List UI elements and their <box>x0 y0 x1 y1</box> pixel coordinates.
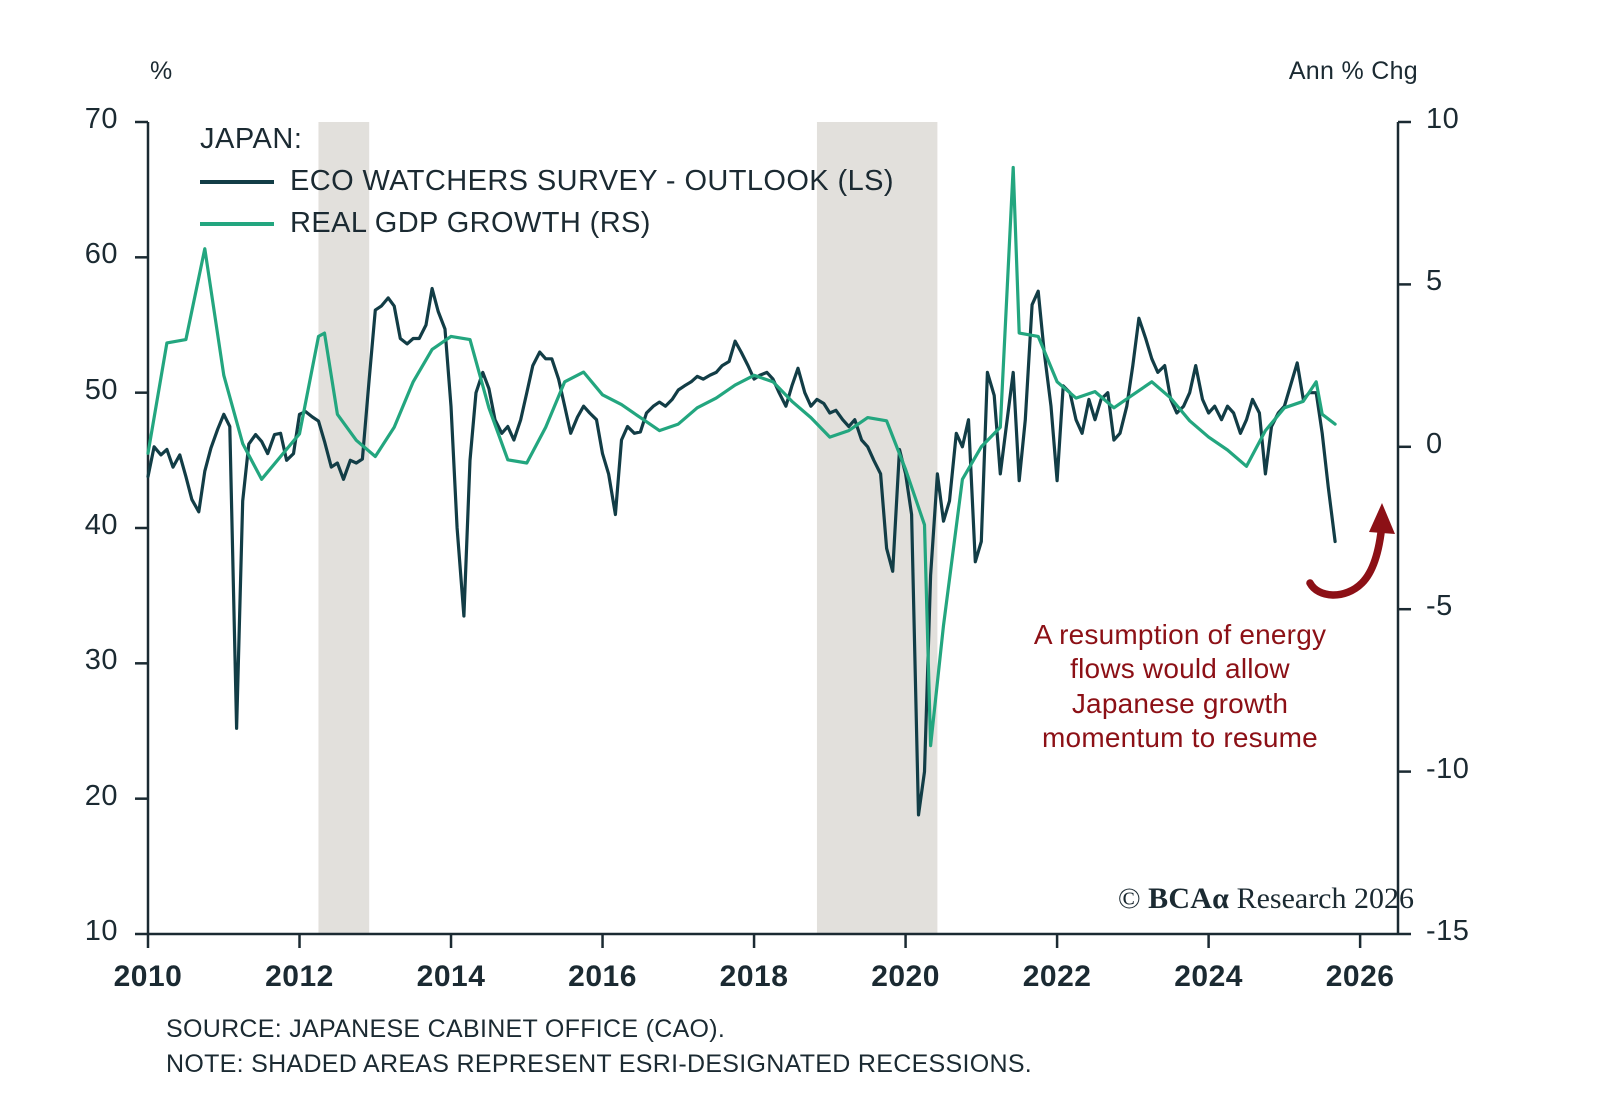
x-axis-tick-label: 2026 <box>1325 960 1395 993</box>
copyright-symbol: © <box>1117 882 1141 915</box>
x-axis-tick-label: 2024 <box>1174 960 1243 993</box>
legend-item-real-gdp <box>200 207 894 240</box>
chart-footnotes <box>166 1012 1032 1081</box>
x-axis-tick-label: 2022 <box>1022 960 1092 993</box>
legend-title: JAPAN: <box>200 123 303 155</box>
x-axis-tick-label: 2010 <box>113 960 183 993</box>
right-axis-tick-label: -15 <box>1426 915 1470 947</box>
left-axis-tick-label: 40 <box>84 509 118 541</box>
right-axis-tick-label: -10 <box>1426 752 1470 785</box>
legend-label-eco-watchers: ECO WATCHERS SURVEY - OUTLOOK (LS) <box>290 165 894 197</box>
right-axis-unit-label: Ann % Chg <box>1288 57 1418 85</box>
right-axis-tick-label: 10 <box>1426 103 1460 135</box>
x-axis-tick-label: 2012 <box>265 960 334 993</box>
x-axis-tick-label: 2018 <box>719 960 789 993</box>
left-axis-tick-label: 60 <box>84 238 118 271</box>
chart-annotation-text: A resumption of energy flows would allow Japanese growth momentum to resume <box>1033 619 1327 754</box>
legend-swatch-real-gdp <box>200 222 274 226</box>
annotation-arrowhead-icon <box>1369 503 1395 534</box>
legend-label-real-gdp: REAL GDP GROWTH (RS) <box>290 207 651 239</box>
footnote-source: SOURCE: JAPANESE CABINET OFFICE (CAO). <box>166 1015 726 1043</box>
left-axis-tick-label: 70 <box>84 103 118 135</box>
left-axis-tick-label: 50 <box>84 373 118 406</box>
legend-swatch-eco-watchers <box>200 180 274 184</box>
x-axis-tick-label: 2016 <box>568 960 637 993</box>
brand-suffix: α <box>1212 882 1230 915</box>
left-axis-unit-label: % <box>150 57 173 85</box>
copyright-credit <box>1118 882 1414 916</box>
right-axis-tick-label: -5 <box>1426 590 1453 623</box>
recession-shading <box>318 122 369 934</box>
x-axis-tick-label: 2014 <box>416 960 486 993</box>
left-axis-tick-label: 10 <box>84 915 118 947</box>
left-axis-tick-label: 20 <box>84 779 118 812</box>
right-axis-tick-label: 5 <box>1426 265 1443 298</box>
credit-word: Research <box>1236 882 1347 915</box>
credit-year: 2026 <box>1354 882 1414 915</box>
footnote-note: NOTE: SHADED AREAS REPRESENT ESRI-DESIGNATED RECESSIONS. <box>166 1049 1033 1078</box>
right-axis-tick-label: 0 <box>1426 427 1443 460</box>
annotation-arrow-icon <box>1310 524 1382 595</box>
brand-name: BCA <box>1148 882 1213 915</box>
chart-legend <box>200 123 894 240</box>
legend-item-eco-watchers <box>200 165 894 198</box>
x-axis-tick-label: 2020 <box>871 960 940 993</box>
left-axis-tick-label: 30 <box>84 644 118 677</box>
